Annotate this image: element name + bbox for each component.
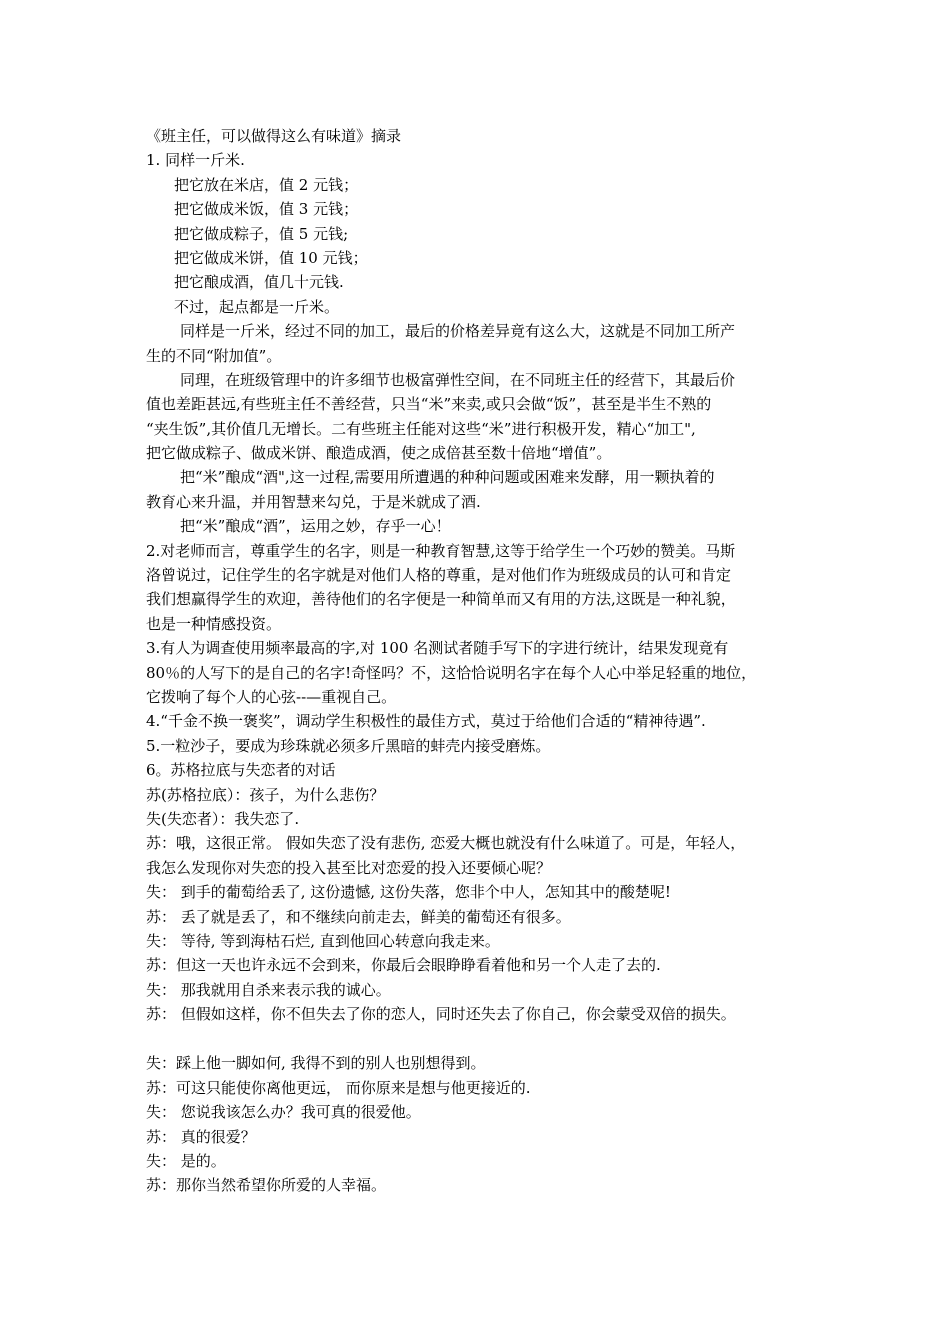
- section-3-line: 80％的人写下的是自己的名字!奇怪吗？不，这恰恰说明名字在每个人心中举足轻重的地位，: [146, 663, 757, 682]
- dialogue-line: 苏：可这只能使你离他更远， 而你原来是想与他更接近的.: [146, 1078, 531, 1097]
- section-2-line: 2.对老师而言，尊重学生的名字，则是一种教育智慧,这等于给学生一个巧妙的赞美。马斯: [146, 541, 736, 560]
- rice-value-line: 把它做成米饭，值 3 元钱；: [174, 200, 359, 219]
- section-2-line: 也是一种情感投资。: [146, 614, 282, 633]
- dialogue-line: 苏(苏格拉底）：孩子，为什么悲伤？: [146, 785, 385, 804]
- rice-value-line: 把它放在米店，值 2 元钱；: [174, 175, 359, 194]
- dialogue-line: 失： 到手的葡萄给丢了, 这份遗憾, 这份失落，您非个中人，怎知其中的酸楚呢!: [146, 883, 671, 902]
- paragraph-line: 值也差距甚远,有些班主任不善经营，只当“米”来卖,或只会做“饭”，甚至是半生不熟的: [146, 395, 712, 414]
- section-6-heading: 6。苏格拉底与失恋者的对话: [146, 761, 336, 780]
- dialogue-line: 我怎么发现你对失恋的投入甚至比对恋爱的投入还要倾心呢？: [146, 858, 552, 877]
- dialogue-line: 失：踩上他一脚如何, 我得不到的别人也别想得到。: [146, 1054, 486, 1073]
- section-3-line: 它拨响了每个人的心弦--—重视自己。: [146, 687, 397, 706]
- dialogue-line: 苏：但这一天也许永远不会到来，你最后会眼睁睁看着他和另一个人走了去的.: [146, 956, 661, 975]
- section-4-line: 4.“千金不换一褒奖”，调动学生积极性的最佳方式，莫过于给他们合适的“精神待遇”.: [146, 712, 706, 731]
- section-3-line: 3.有人为调查使用频率最高的字,对 100 名测试者随手写下的字进行统计，结果发现竟有: [146, 639, 729, 658]
- rice-value-line: 把它做成粽子，值 5 元钱;: [174, 224, 349, 243]
- paragraph-line: 把“米”酿成“酒",这一过程,需要用所遭遇的种种问题或困难来发酵，用一颗执着的: [180, 468, 715, 487]
- dialogue-line: 失： 您说我该怎么办？我可真的很爱他。: [146, 1103, 421, 1122]
- paragraph-line: 同理，在班级管理中的许多细节也极富弹性空间，在不同班主任的经营下，其最后价: [180, 370, 736, 389]
- paragraph-line: 把“米”酿成“酒”，运用之妙，存乎一心！: [180, 517, 451, 536]
- section-2-line: 我们想赢得学生的欢迎，善待他们的名字便是一种简单而又有用的方法,这既是一种礼貌，: [146, 590, 736, 609]
- document-body: [146, 124, 816, 1198]
- section-5-line: 5.一粒沙子，要成为珍珠就必须多斤黑暗的蚌壳内接受磨炼。: [146, 736, 551, 755]
- paragraph-line: 同样是一斤米，经过不同的加工，最后的价格差异竟有这么大，这就是不同加工所产: [180, 322, 736, 341]
- dialogue-line: 失(失恋者）：我失恋了.: [146, 809, 300, 828]
- dialogue-line: 失： 那我就用自杀来表示我的诚心。: [146, 980, 391, 999]
- rice-value-line: 把它做成米饼，值 10 元钱；: [174, 248, 368, 267]
- section-1-heading: 1. 同样一斤米.: [146, 151, 245, 170]
- paragraph-line: “夹生饭”,其价值几无增长。二有些班主任能对这些“米”进行积极开发，精心“加工",: [146, 419, 696, 438]
- section-2-line: 洛曾说过，记住学生的名字就是对他们人格的尊重，是对他们作为班级成员的认可和肯定: [146, 566, 732, 585]
- dialogue-line: 苏： 真的很爱？: [146, 1127, 256, 1146]
- paragraph-line: 把它做成粽子、做成米饼、酿造成酒，使之成倍甚至数十倍地“增值”。: [146, 444, 612, 463]
- document-title: 《班主任，可以做得这么有味道》摘录: [146, 127, 402, 145]
- dialogue-line: 苏： 但假如这样，你不但失去了你的恋人，同时还失去了你自己，你会蒙受双倍的损失。: [146, 1005, 736, 1024]
- dialogue-line: 失： 等待, 等到海枯石烂, 直到他回心转意向我走来。: [146, 931, 500, 950]
- blank-line: [146, 1026, 816, 1051]
- paragraph-line: 生的不同“附加值”。: [146, 346, 282, 365]
- dialogue-line: 失： 是的。: [146, 1152, 226, 1171]
- dialogue-line: 苏：那你当然希望你所爱的人幸福。: [146, 1176, 387, 1195]
- dialogue-line: 苏： 丢了就是丢了，和不继续向前走去，鲜美的葡萄还有很多。: [146, 907, 571, 926]
- paragraph-line: 教育心来升温，并用智慧来勾兑，于是米就成了酒.: [146, 492, 481, 511]
- rice-value-line: 把它酿成酒，值几十元钱.: [174, 273, 344, 292]
- rice-value-line: 不过，起点都是一斤米。: [174, 297, 340, 316]
- dialogue-line: 苏：哦，这很正常。 假如失恋了没有悲伤, 恋爱大概也就没有什么味道了。可是，年轻人，: [146, 834, 746, 853]
